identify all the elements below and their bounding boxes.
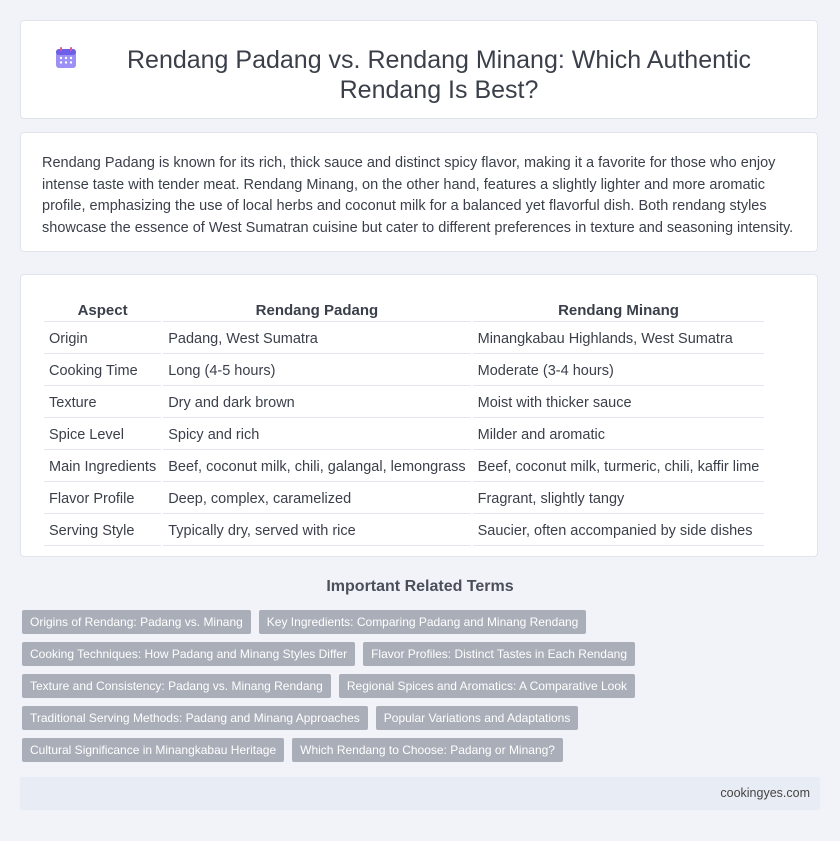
table-row bbox=[44, 484, 764, 514]
comparison-table bbox=[42, 296, 766, 548]
related-term-tag[interactable]: Key Ingredients: Comparing Padang and Minang Rendang bbox=[259, 610, 587, 634]
cell-aspect: Serving Style bbox=[44, 516, 161, 546]
related-term-tag[interactable]: Traditional Serving Methods: Padang and Minang Approaches bbox=[22, 706, 368, 730]
cell-aspect: Cooking Time bbox=[44, 356, 161, 386]
table-row bbox=[44, 516, 764, 546]
cell-minang: Minangkabau Highlands, West Sumatra bbox=[473, 324, 765, 354]
footer bbox=[20, 777, 820, 810]
cell-minang: Fragrant, slightly tangy bbox=[473, 484, 765, 514]
cell-aspect: Spice Level bbox=[44, 420, 161, 450]
cell-aspect: Texture bbox=[44, 388, 161, 418]
cell-padang: Typically dry, served with rice bbox=[163, 516, 470, 546]
cell-padang: Padang, West Sumatra bbox=[163, 324, 470, 354]
cell-padang: Deep, complex, caramelized bbox=[163, 484, 470, 514]
table-row bbox=[44, 452, 764, 482]
related-term-tag[interactable]: Cooking Techniques: How Padang and Minang Styles Differ bbox=[22, 642, 355, 666]
related-terms-title: Important Related Terms bbox=[326, 578, 514, 595]
related-term-tag[interactable]: Texture and Consistency: Padang vs. Minang Rendang bbox=[22, 674, 331, 698]
cell-minang: Milder and aromatic bbox=[473, 420, 765, 450]
cell-minang: Moist with thicker sauce bbox=[473, 388, 765, 418]
cell-aspect: Origin bbox=[44, 324, 161, 354]
cell-minang: Beef, coconut milk, turmeric, chili, kaffir lime bbox=[473, 452, 765, 482]
cell-padang: Spicy and rich bbox=[163, 420, 470, 450]
intro-card bbox=[20, 132, 818, 252]
related-term-tag[interactable]: Which Rendang to Choose: Padang or Minang? bbox=[292, 738, 563, 762]
table-header-row bbox=[44, 298, 764, 322]
header-aspect: Aspect bbox=[44, 298, 161, 322]
related-terms-list bbox=[22, 610, 662, 770]
related-term-tag[interactable]: Cultural Significance in Minangkabau Heritage bbox=[22, 738, 284, 762]
cell-padang: Dry and dark brown bbox=[163, 388, 470, 418]
related-term-tag[interactable]: Regional Spices and Aromatics: A Comparative Look bbox=[339, 674, 635, 698]
table-row bbox=[44, 356, 764, 386]
cell-minang: Moderate (3-4 hours) bbox=[473, 356, 765, 386]
comparison-card bbox=[20, 274, 818, 557]
header-rendang-minang: Rendang Minang bbox=[473, 298, 765, 322]
cell-aspect: Main Ingredients bbox=[44, 452, 161, 482]
related-term-tag[interactable]: Origins of Rendang: Padang vs. Minang bbox=[22, 610, 251, 634]
cell-aspect: Flavor Profile bbox=[44, 484, 161, 514]
related-term-tag[interactable]: Popular Variations and Adaptations bbox=[376, 706, 579, 730]
page-title: Rendang Padang vs. Rendang Minang: Which Authentic Rendang Is Best? bbox=[126, 46, 752, 104]
footer-site-link[interactable]: cookingyes.com bbox=[720, 786, 810, 800]
table-row bbox=[44, 388, 764, 418]
table-row bbox=[44, 324, 764, 354]
cell-minang: Saucier, often accompanied by side dishes bbox=[473, 516, 765, 546]
title-card bbox=[20, 20, 818, 119]
cell-padang: Long (4-5 hours) bbox=[163, 356, 470, 386]
related-term-tag[interactable]: Flavor Profiles: Distinct Tastes in Each Rendang bbox=[363, 642, 635, 666]
intro-paragraph: Rendang Padang is known for its rich, thick sauce and distinct spicy flavor, making it a favorite for those who enjoy intense taste with tender meat. Rendang Minang, on the other hand, features a slightly lighter and more aromatic profile, emphasizing the use of local herbs and coconut milk for a balanced yet flavorful dish. Both rendang styles showcase the essence of West Sumatran cuisine but cater to different preferences in texture and seasoning intensity. bbox=[42, 155, 794, 236]
header-rendang-padang: Rendang Padang bbox=[163, 298, 470, 322]
table-row bbox=[44, 420, 764, 450]
cell-padang: Beef, coconut milk, chili, galangal, lemongrass bbox=[163, 452, 470, 482]
